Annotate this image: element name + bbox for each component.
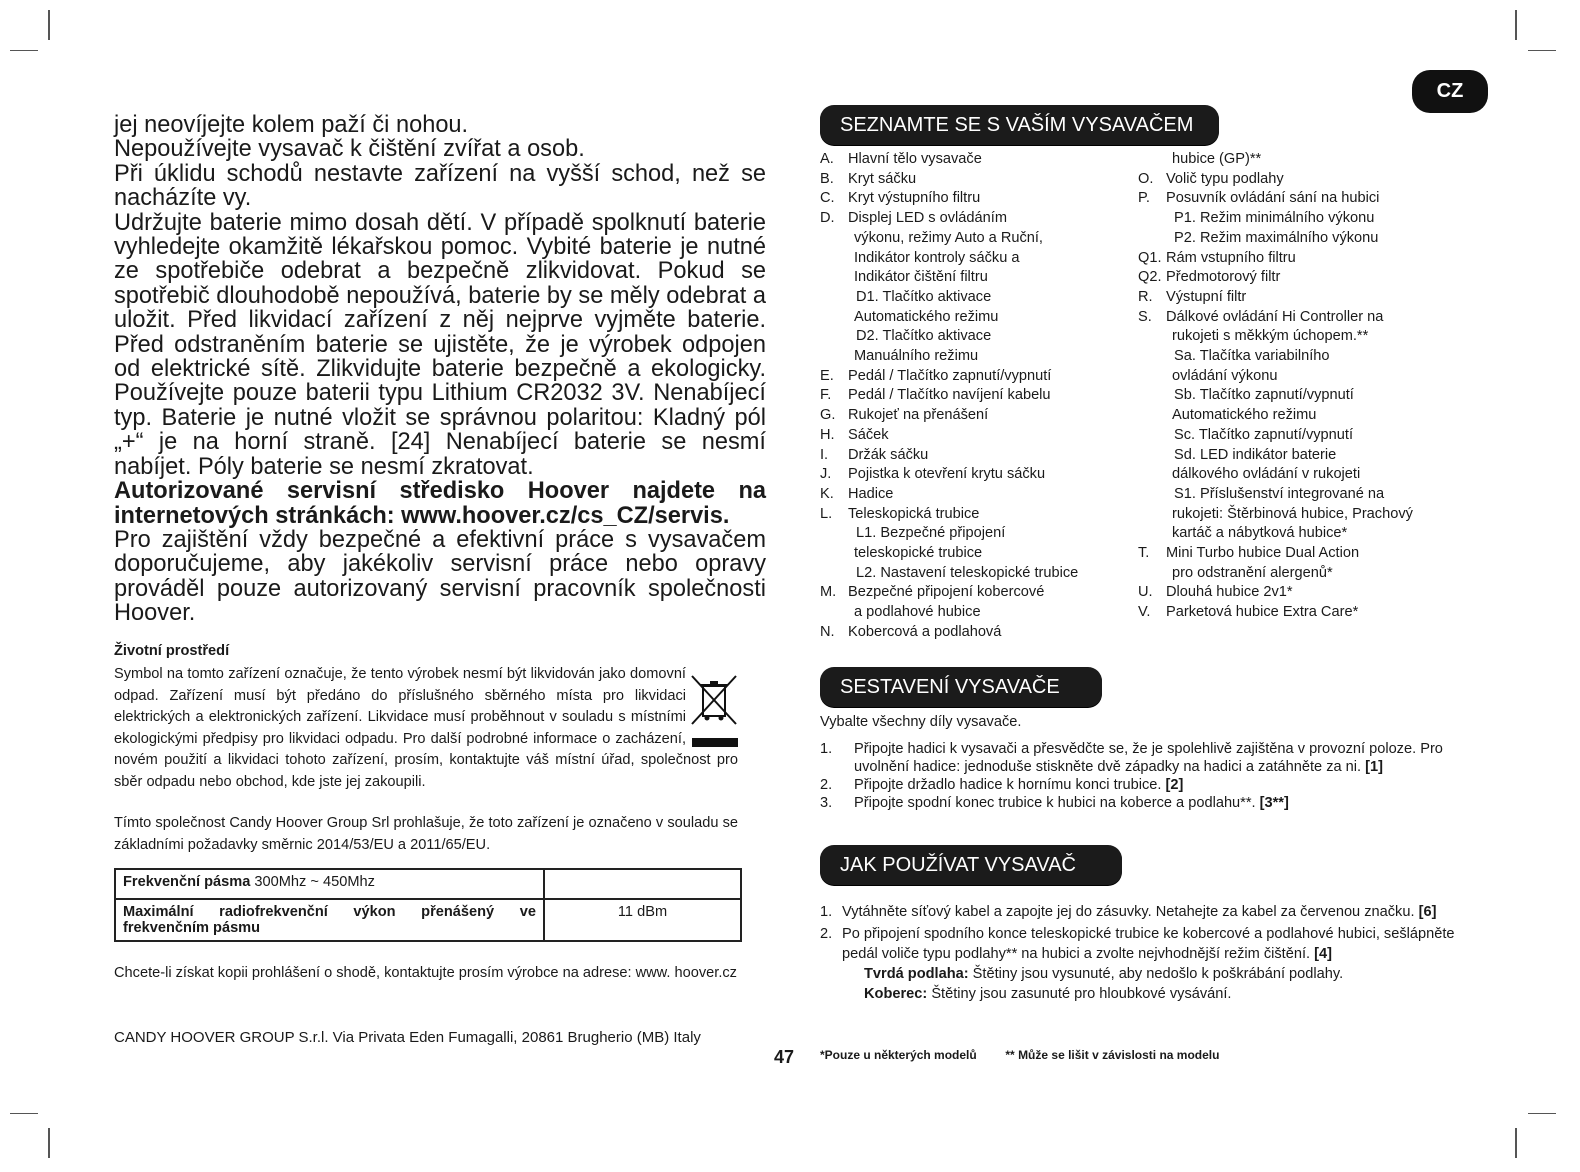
address: CANDY HOOVER GROUP S.r.l. Via Privata Eden Fumagalli, 20861 Brugherio (MB) Italy	[114, 1029, 701, 1046]
item-text: D2. Tlačítko aktivace	[856, 328, 992, 345]
item-key	[1138, 505, 1166, 525]
list-item	[1138, 229, 1438, 249]
item-key	[820, 249, 848, 269]
item-text: Mini Turbo hubice Dual Action	[1166, 545, 1360, 562]
item-key: T.	[1138, 545, 1150, 562]
item-key	[820, 288, 848, 308]
crop-mark	[1515, 10, 1517, 40]
item-key	[1138, 564, 1166, 584]
crop-mark	[10, 50, 38, 51]
item-key	[1138, 406, 1166, 426]
crop-mark	[48, 10, 50, 40]
weee-bin-icon	[688, 672, 740, 730]
list-item	[820, 347, 1120, 367]
item-key: K.	[820, 485, 834, 502]
list-item	[820, 209, 1120, 229]
item-key	[820, 544, 848, 564]
item-text: pro odstranění alergenů*	[1172, 564, 1333, 581]
list-item	[820, 794, 1465, 812]
item-key: V.	[1138, 604, 1151, 621]
frequency-table	[114, 868, 742, 942]
section-header: JAK POUŽÍVAT VYSAVAČ	[820, 845, 1122, 885]
item-text: Sc. Tlačítko zapnutí/vypnutí	[1174, 426, 1354, 443]
step-number: 1.	[820, 904, 833, 920]
item-text: dálkového ovládání v rukojeti	[1172, 466, 1361, 483]
paragraph: jej neovíjejte kolem paží či nohou.	[114, 112, 469, 138]
item-key: E.	[820, 367, 834, 384]
item-text: Teleskopická trubice	[848, 505, 980, 522]
table-row	[115, 869, 741, 899]
list-item	[1138, 209, 1438, 229]
item-key	[820, 524, 848, 544]
step-text: Připojte hadici k vysavači a přesvědčte se, že je spolehlivě zajištěna v provozní poloze. Pro uvolnění hadice: jednoduše stiskněte dvě západky na hadici a zatáhněte za ni.	[854, 741, 1443, 775]
step-number: 2.	[820, 926, 833, 942]
item-text: Výstupní filtr	[1166, 288, 1247, 305]
item-key: L.	[820, 505, 833, 522]
language-badge: CZ	[1412, 70, 1488, 113]
crop-mark	[1528, 1113, 1556, 1114]
list-item	[1138, 465, 1438, 485]
table-cell: Maximální radiofrekvenční výkon přenášený ve frekvenčním pásmu	[115, 899, 544, 941]
list-item	[820, 924, 1460, 964]
list-item	[1138, 249, 1438, 269]
paragraph: Nepoužívejte vysavač k čištění zvířat a osob.	[114, 136, 585, 163]
page-number: 47	[774, 1047, 795, 1067]
list-item	[820, 189, 1120, 209]
item-text: Držák sáčku	[848, 446, 929, 463]
table-cell	[544, 869, 741, 899]
paragraph: Udržujte baterie mimo dosah dětí. V případě spolknutí baterie vyhledejte okamžitě lékařskou pomoc. Vybité baterie je nutné ze spotřebiče odebrat a bezpečně zlikvidovat. Pokud se spotřebič dlouhodobě nepoužívá, baterie by se měly odebrat a uložit. Před likvidací zařízení z něj nejprve vyjměte baterie. Před odstraněním baterie se ujistěte, že je výrobek odpojen od elektrické sítě. Zlikvidujte baterie bezpečně a ekologicky. Používejte pouze baterii typu Lithium CR2032 3V. Nenabíjecí typ. Baterie je nutné vložit se správnou polaritou: Kladný pól „+“ je na horní straně. [24] Nenabíjecí baterie se nesmí nabíjet. Póly baterie se nesmí zkratovat.	[114, 209, 766, 480]
mode-label: Tvrdá podlaha:	[864, 966, 969, 982]
item-text: Pojistka k otevření krytu sáčku	[848, 466, 1046, 483]
item-text: Automatického režimu	[854, 308, 999, 325]
section-header: SEZNAMTE SE S VAŠÍM VYSAVAČEM	[820, 105, 1219, 145]
item-text: Displej LED s ovládáním	[848, 210, 1007, 227]
list-item	[1138, 347, 1438, 367]
item-key	[1138, 229, 1166, 249]
item-text: Rám vstupního filtru	[1166, 249, 1296, 266]
step-number: 1.	[820, 741, 833, 757]
list-item	[820, 288, 1120, 308]
env-text-block	[114, 664, 738, 794]
table-row	[115, 899, 741, 941]
parts-list-b	[1138, 150, 1438, 623]
step-text: Vytáhněte síťový kabel a zapojte jej do zásuvky. Netahejte za kabel za červenou značku.	[842, 904, 1415, 920]
item-key	[1138, 327, 1166, 347]
list-item	[820, 505, 1120, 525]
item-key: M.	[820, 584, 837, 601]
item-key	[820, 327, 848, 347]
item-key	[1138, 347, 1166, 367]
step-text: Připojte spodní konec trubice k hubici na koberce a podlahu**.	[854, 795, 1260, 811]
figure-ref: [2]	[1165, 777, 1184, 793]
item-text: Hadice	[848, 485, 894, 502]
step-number: 3.	[820, 795, 833, 811]
item-key: C.	[820, 190, 835, 207]
list-item	[1138, 308, 1438, 328]
step-text: Připojte držadlo hadice k hornímu konci trubice.	[854, 777, 1166, 793]
parts-list-a	[820, 150, 1120, 643]
item-key	[820, 603, 848, 623]
list-item	[820, 524, 1120, 544]
list-item	[820, 485, 1120, 505]
item-key: H.	[820, 426, 835, 443]
list-item	[820, 249, 1120, 269]
item-key: B.	[820, 170, 834, 187]
item-key: F.	[820, 387, 832, 404]
mode-label: Koberec:	[864, 986, 928, 1002]
paragraph: Pro zajištění vždy bezpečné a efektivní práce s vysavačem doporučujeme, aby jakékoliv servisní práce nebo opravy prováděl pouze autorizovaný servisní pracovník společnosti Hoover.	[114, 526, 766, 627]
item-key	[1138, 465, 1166, 485]
item-key	[1138, 426, 1166, 446]
paragraph: Při úklidu schodů nestavte zařízení na vyšší schod, než se nacházíte vy.	[114, 160, 766, 212]
item-key	[820, 564, 848, 584]
mode-text: Štětiny jsou zasunuté pro hloubkové vysávání.	[931, 986, 1232, 1002]
item-key: G.	[820, 407, 836, 424]
item-text: rukojeti: Štěrbinová hubice, Prachový	[1172, 505, 1413, 522]
item-key	[1138, 386, 1166, 406]
item-text: Sd. LED indikátor baterie	[1174, 446, 1337, 463]
table-cell: Frekvenční pásma 300Mhz ~ 450Mhz	[115, 869, 544, 899]
item-key	[1138, 446, 1166, 466]
list-item	[1138, 603, 1438, 623]
item-key: P.	[1138, 190, 1150, 207]
item-text: Indikátor čištění filtru	[854, 269, 988, 286]
item-key: O.	[1138, 170, 1154, 187]
list-item	[1138, 367, 1438, 387]
item-text: Kryt výstupního filtru	[848, 190, 981, 207]
service-notice: Autorizované servisní středisko Hoover najdete na internetových stránkách: www.hoover.cz/cs_CZ/servis.	[114, 478, 766, 529]
list-item	[1138, 189, 1438, 209]
item-text: Dálkové ovládání Hi Controller na	[1166, 308, 1384, 325]
figure-ref: [1]	[1365, 759, 1383, 775]
list-item	[1138, 544, 1438, 564]
figure-ref: [3**]	[1259, 795, 1289, 811]
list-item	[1138, 170, 1438, 190]
item-text: L2. Nastavení teleskopické trubice	[856, 564, 1079, 581]
list-item	[1138, 524, 1438, 544]
item-text: Rukojeť na přenášení	[848, 407, 989, 424]
list-item	[820, 386, 1120, 406]
usage-steps	[820, 902, 1460, 1004]
item-text: Indikátor kontroly sáčku a	[854, 249, 1020, 266]
item-text: ovládání výkonu	[1172, 367, 1278, 384]
item-key	[820, 268, 848, 288]
list-item	[820, 406, 1120, 426]
mode-text: Štětiny jsou vysunuté, aby nedošlo k poškrábání podlahy.	[972, 966, 1344, 982]
item-key	[1138, 485, 1166, 505]
copy-request: Chcete-li získat kopii prohlášení o shodě, kontaktujte prosím výrobce na adrese: www. hoover.cz	[114, 965, 737, 981]
list-item	[820, 367, 1120, 387]
item-text: hubice (GP)**	[1172, 151, 1262, 167]
safety-text	[114, 113, 766, 626]
item-text: L1. Bezpečné připojení	[856, 525, 1006, 542]
figure-ref: [4]	[1314, 946, 1332, 962]
list-item	[820, 308, 1120, 328]
list-item	[1138, 327, 1438, 347]
table-cell: 11 dBm	[544, 899, 741, 941]
floor-mode	[820, 984, 1460, 1004]
crop-mark	[48, 1128, 50, 1158]
list-item	[820, 465, 1120, 485]
item-text: Automatického režimu	[1172, 407, 1317, 424]
item-key	[1138, 209, 1166, 229]
footnote: *Pouze u některých modelů	[820, 1048, 977, 1062]
list-item	[1138, 426, 1438, 446]
item-text: D1. Tlačítko aktivace	[856, 288, 992, 305]
weee-bar	[692, 738, 738, 747]
list-item	[1138, 446, 1438, 466]
list-item	[820, 603, 1120, 623]
list-item	[1138, 564, 1438, 584]
list-item	[820, 446, 1120, 466]
item-key: I.	[820, 446, 829, 463]
item-key	[820, 229, 848, 249]
footnotes	[820, 1048, 1219, 1062]
list-item	[820, 740, 1465, 776]
item-text: Bezpečné připojení kobercové	[848, 584, 1045, 601]
crop-mark	[1515, 1128, 1517, 1158]
item-text: Pedál / Tlačítko zapnutí/vypnutí	[848, 367, 1052, 384]
item-key: U.	[1138, 584, 1153, 601]
list-item	[820, 327, 1120, 347]
item-text: Volič typu podlahy	[1166, 170, 1284, 187]
list-item	[820, 268, 1120, 288]
list-item	[1138, 485, 1438, 505]
list-item	[820, 150, 1120, 170]
item-key	[1138, 150, 1166, 170]
list-item	[1138, 505, 1438, 525]
list-item	[1138, 406, 1438, 426]
item-text: Posuvník ovládání sání na hubici	[1166, 190, 1380, 207]
figure-ref: [6]	[1418, 904, 1437, 920]
list-item	[1138, 386, 1438, 406]
item-key: D.	[820, 210, 835, 227]
list-item	[1138, 288, 1438, 308]
list-item	[820, 776, 1465, 794]
item-key	[820, 308, 848, 328]
item-text: Parketová hubice Extra Care*	[1166, 604, 1359, 621]
crop-mark	[10, 1113, 38, 1114]
item-text: Sa. Tlačítka variabilního	[1174, 348, 1330, 365]
step-text: Po připojení spodního konce teleskopické trubice ke kobercové a podlahové hubici, sešlápněte pedál voliče typu podlahy** na hubici a zvolte nejvhodnější režim čištění.	[842, 926, 1455, 962]
item-key: R.	[1138, 288, 1153, 305]
list-item	[820, 583, 1120, 603]
list-item	[1138, 150, 1438, 170]
item-key	[1138, 524, 1166, 544]
item-text: Manuálního režimu	[854, 348, 979, 365]
item-text: teleskopické trubice	[854, 545, 983, 562]
item-text: kartáč a nábytková hubice*	[1172, 525, 1348, 542]
unpack-text: Vybalte všechny díly vysavače.	[820, 714, 1022, 730]
list-item	[820, 623, 1120, 643]
env-title: Životní prostředí	[114, 643, 230, 659]
list-item	[1138, 268, 1438, 288]
crop-mark	[1528, 50, 1556, 51]
item-key: J.	[820, 466, 832, 483]
item-key: A.	[820, 151, 834, 167]
list-item	[820, 564, 1120, 584]
item-text: Kobercová a podlahová	[848, 623, 1002, 640]
item-text: a podlahové hubice	[854, 604, 981, 621]
list-item	[820, 544, 1120, 564]
list-item	[820, 902, 1460, 922]
item-text: Kryt sáčku	[848, 170, 917, 187]
list-item	[820, 229, 1120, 249]
item-text: P2. Režim maximálního výkonu	[1174, 229, 1379, 246]
item-key	[820, 347, 848, 367]
item-text: Pedál / Tlačítko navíjení kabelu	[848, 387, 1051, 404]
item-key: Q1.	[1138, 249, 1162, 266]
list-item	[1138, 583, 1438, 603]
list-item	[820, 170, 1120, 190]
env-text: Symbol na tomto zařízení označuje, že tento výrobek nesmí být likvidován jako domovní odpad. Zařízení musí být předáno do příslušného sběrného místa pro likvidaci elektrických a elektronických zařízení. Likvidace musí proběhnout v souladu s místními ekologickými předpisy pro likvidaci odpadu. Pro další podrobné informace o zacházení, novém použití a likvidaci tohoto zařízení, prosím, kontaktujte váš místní úřad, společnost pro sběr odpadu nebo obchod, kde jste jej zakoupili.	[114, 666, 738, 790]
item-key: Q2.	[1138, 269, 1162, 286]
item-text: Sáček	[848, 426, 889, 443]
item-key: S.	[1138, 308, 1152, 325]
item-key: N.	[820, 623, 835, 640]
item-key	[1138, 367, 1166, 387]
list-item	[820, 426, 1120, 446]
item-text: výkonu, režimy Auto a Ruční,	[854, 229, 1043, 246]
footnote: ** Může se lišit v závislosti na modelu	[1005, 1048, 1220, 1062]
item-text: Dlouhá hubice 2v1*	[1166, 584, 1293, 601]
item-text: S1. Příslušenství integrované na	[1174, 485, 1385, 502]
declaration: Tímto společnost Candy Hoover Group Srl prohlašuje, že toto zařízení je označeno v souladu se základními požadavky směrnic 2014/53/EU a 2011/65/EU.	[114, 815, 738, 853]
item-text: Hlavní tělo vysavače	[848, 151, 982, 167]
item-text: Předmotorový filtr	[1166, 269, 1281, 286]
item-text: rukojeti s měkkým úchopem.**	[1172, 328, 1369, 345]
step-number: 2.	[820, 777, 833, 793]
item-text: Sb. Tlačítko zapnutí/vypnutí	[1174, 387, 1354, 404]
item-text: P1. Režim minimálního výkonu	[1174, 210, 1375, 227]
floor-mode	[820, 964, 1460, 984]
assembly-steps	[820, 740, 1465, 812]
section-header: SESTAVENÍ VYSAVAČE	[820, 667, 1102, 707]
